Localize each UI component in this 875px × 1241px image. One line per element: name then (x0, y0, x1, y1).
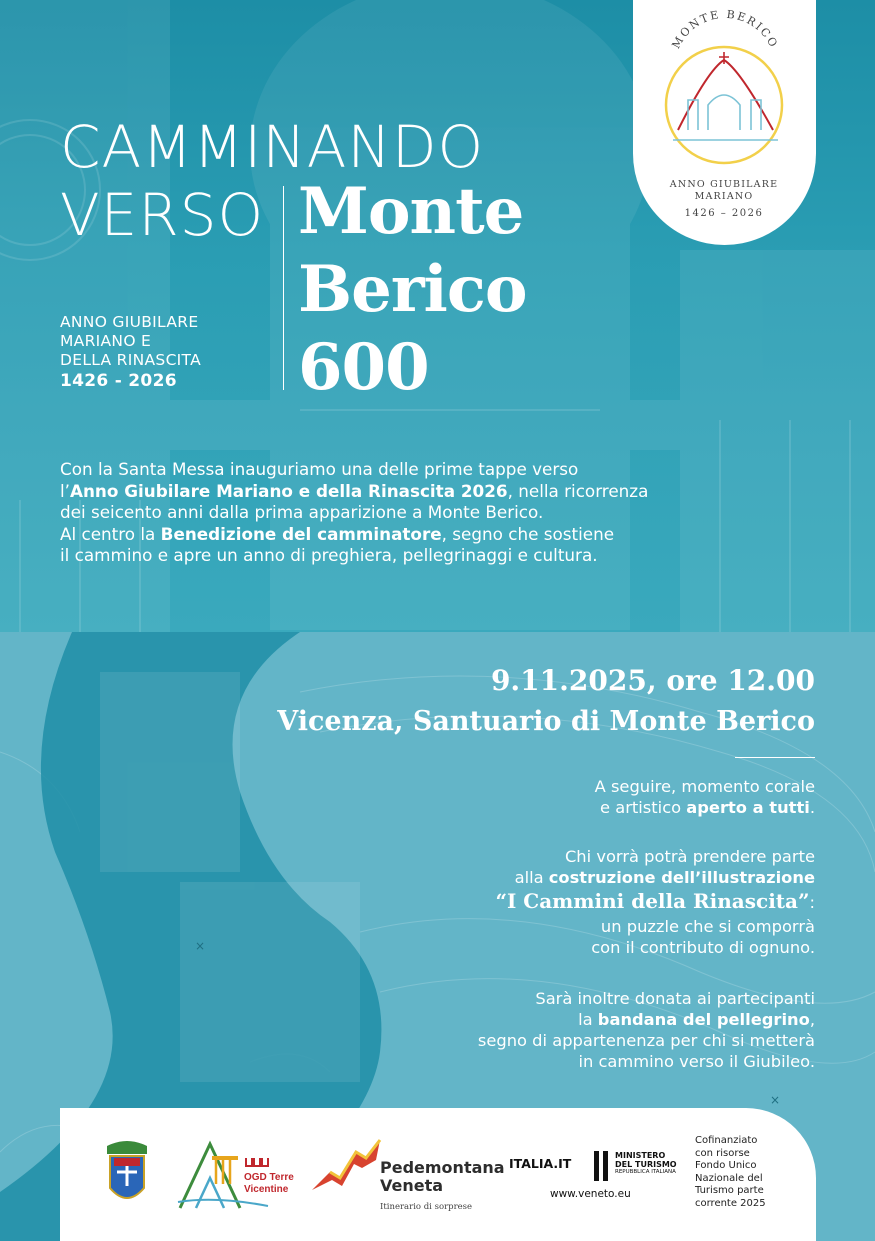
ogd-line-2: Vicentine (244, 1184, 289, 1195)
pedemontana-line-2: Veneta (380, 1176, 444, 1195)
details-line: con il contributo di ognuno. (591, 938, 815, 957)
badge-line-2: MARIANO (694, 191, 754, 202)
details-highlight: bandana del pellegrino (597, 1010, 810, 1029)
details-line: Chi vorrà potrà prendere parte (564, 847, 815, 866)
subtitle-line-3: DELLA RINASCITA (60, 351, 202, 369)
details-line: un puzzle che si comporrà (600, 917, 815, 936)
title-berico: Berico (298, 252, 527, 327)
sponsor-footer (60, 1108, 816, 1241)
title-divider (283, 186, 284, 390)
subtitle-line-1: ANNO GIUBILARE (60, 313, 199, 331)
intro-paragraph (60, 459, 760, 567)
badge-years: 1426 – 2026 (684, 208, 764, 219)
ogd-line-1: OGD Terre (244, 1172, 294, 1183)
province-crest-logo (102, 1136, 152, 1214)
cofin-line: Turismo parte (695, 1185, 764, 1196)
intro-highlight: Benedizione del camminatore (160, 523, 442, 544)
intro-line: il cammino e apre un anno di preghiera, pellegrinaggi e cultura. (60, 545, 598, 565)
title-monte: Monte (298, 174, 524, 249)
ministero-line-3: REPUBBLICA ITALIANA (615, 1169, 676, 1175)
details-line: “I Cammini della Rinascita”: (495, 889, 815, 913)
separator (735, 757, 815, 758)
pedemontana-veneta-logo (312, 1138, 382, 1194)
ogd-terre-vicentine-logo (176, 1140, 294, 1212)
cofin-line: Fondo Unico (695, 1160, 757, 1171)
veneto-url: www.veneto.eu (550, 1188, 631, 1200)
intro-line: Con la Santa Messa inauguriamo una delle prime tappe verso (60, 459, 579, 479)
illustration-title: “I Cammini della Rinascita” (495, 889, 810, 913)
event-place: Vicenza, Santuario di Monte Berico (277, 706, 815, 737)
event-datetime: 9.11.2025, ore 12.00 (490, 664, 815, 697)
title-camminando: CAMMINANDO (60, 113, 485, 181)
italia-it-logo: ITALIA.IT (509, 1156, 572, 1171)
jubilee-badge (633, 0, 816, 245)
details-highlight: aperto a tutti (686, 798, 810, 817)
ministero-line-2: DEL TURISMO (615, 1160, 677, 1169)
details-block-2 (495, 846, 815, 958)
cofinanziato-note (695, 1135, 766, 1210)
cofin-line: con risorse (695, 1147, 750, 1159)
details-line: A seguire, momento corale (594, 777, 815, 796)
details-line: in cammino verso il Giubileo. (578, 1052, 815, 1071)
svg-text:×: × (195, 939, 206, 953)
intro-line: dei seicento anni dalla prima apparizione a Monte Berico. (60, 502, 544, 522)
pedemontana-tagline: Itinerario di sorprese (380, 1202, 473, 1212)
details-block-3 (478, 988, 815, 1072)
ministero-emblem (594, 1151, 612, 1181)
details-line: segno di appartenenza per chi si metterà (477, 1031, 815, 1050)
intro-highlight: Anno Giubilare Mariano e della Rinascita 2026 (70, 480, 508, 501)
details-line: alla costruzione dell’illustrazione (514, 868, 815, 887)
pedemontana-line-1: Pedemontana (380, 1158, 505, 1177)
badge-line-1: ANNO GIUBILARE (669, 179, 779, 190)
subtitle-line-2: MARIANO E (60, 332, 152, 350)
title-600: 600 (298, 330, 429, 405)
svg-text:×: × (770, 1093, 781, 1107)
cofin-line: corrente 2025 (695, 1197, 766, 1209)
badge-arc-text: MONTE BERICO (669, 7, 781, 51)
details-highlight: costruzione dell’illustrazione (548, 868, 815, 887)
cofin-line: Cofinanziato (695, 1135, 758, 1146)
title-verso: VERSO (60, 181, 265, 249)
monte-berico-logo (633, 0, 816, 245)
details-line: Sarà inoltre donata ai partecipanti (535, 989, 815, 1008)
intro-line: Al centro la Benedizione del camminatore, segno che sostiene (60, 523, 615, 544)
details-line: la bandana del pellegrino, (578, 1010, 815, 1029)
intro-line: l’Anno Giubilare Mariano e della Rinascita 2026, nella ricorrenza (60, 480, 649, 501)
details-block-1 (595, 776, 815, 818)
cofin-line: Nazionale del (695, 1172, 763, 1184)
svg-text:MONTE BERICO (669, 8, 780, 51)
details-line: e artistico aperto a tutti. (600, 798, 815, 817)
ministero-line-1: MINISTERO (615, 1151, 666, 1160)
subtitle-years: 1426 - 2026 (60, 371, 177, 391)
